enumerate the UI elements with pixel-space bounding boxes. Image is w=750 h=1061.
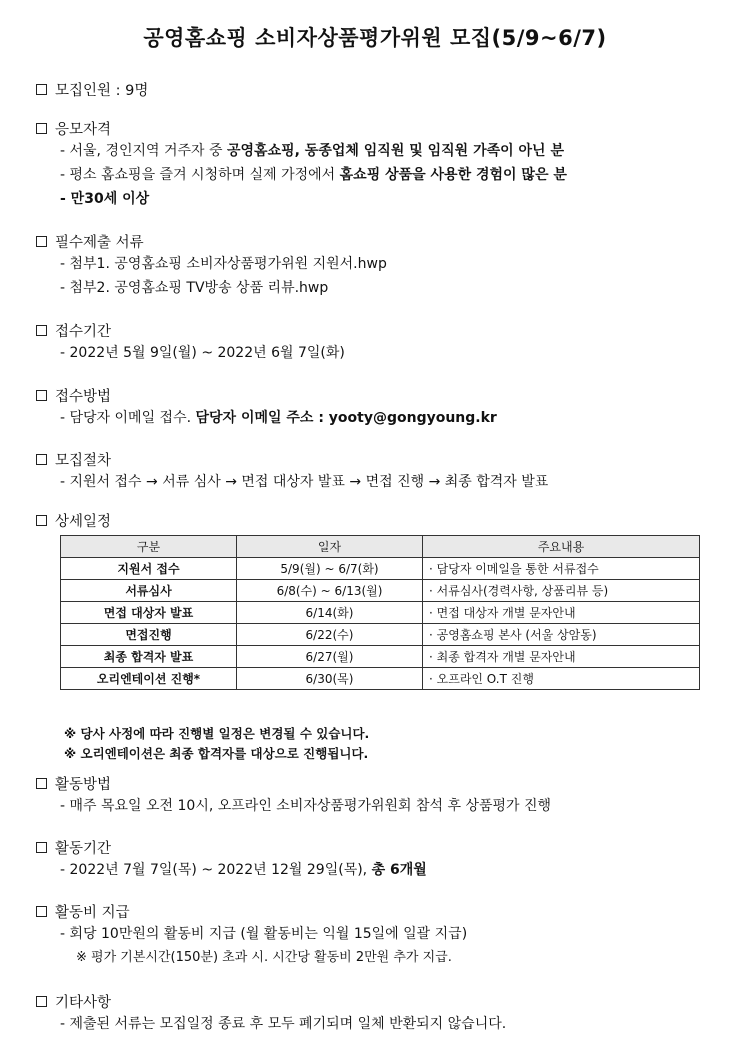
table-header-row [61, 536, 700, 558]
etc-line: - 제출된 서류는 모집일정 종료 후 모두 폐기되며 일체 반환되지 않습니다. [60, 1016, 507, 1032]
method-line [36, 406, 497, 430]
checkbox-square-icon [36, 390, 47, 401]
table-cell: 최종 합격자 발표 [61, 646, 237, 668]
section-recruit [36, 78, 148, 100]
section-qualification [36, 117, 567, 211]
page-title: 공영홈쇼핑 소비자상품평가위원 모집(5/9~6/7) [143, 26, 607, 50]
column-header: 주요내용 [423, 536, 700, 558]
table-cell: 5/9(월) ~ 6/7(화) [237, 558, 423, 580]
checkbox-square-icon [36, 454, 47, 465]
qualification-line [36, 139, 567, 163]
checkbox-square-icon [36, 84, 47, 95]
qualification-line [36, 163, 567, 187]
section-heading: 활동기간 [55, 840, 112, 857]
checkbox-square-icon [36, 906, 47, 917]
checkbox-square-icon [36, 842, 47, 853]
table-cell: · 공영홈쇼핑 본사 (서울 상암동) [423, 624, 700, 646]
text-bold: 홈쇼핑 상품을 사용한 경험이 많은 분 [339, 167, 567, 183]
section-documents [36, 230, 387, 300]
checkbox-square-icon [36, 778, 47, 789]
table-cell: · 서류심사(경력사항, 상품리뷰 등) [423, 580, 700, 602]
checkbox-square-icon [36, 996, 47, 1007]
section-schedule [36, 509, 111, 531]
period-line: - 2022년 5월 9일(월) ~ 2022년 6월 7일(화) [60, 345, 345, 361]
section-heading: 접수기간 [55, 323, 112, 340]
section-heading: 상세일정 [55, 513, 112, 530]
text: - 담당자 이메일 접수. [60, 410, 196, 426]
text-bold: 공영홈쇼핑, 동종업체 임직원 및 임직원 가족이 아닌 분 [227, 143, 564, 159]
table-cell: 서류심사 [61, 580, 237, 602]
text: - 서울, 경인지역 거주자 중 [60, 143, 227, 159]
table-cell: 지원서 접수 [61, 558, 237, 580]
procedure-line: - 지원서 접수 → 서류 심사 → 면접 대상자 발표 → 면접 진행 → 최종 합격자 발표 [60, 474, 549, 490]
table-cell: 면접 대상자 발표 [61, 602, 237, 624]
table-cell: · 오프라인 O.T 진행 [423, 668, 700, 690]
column-header: 구분 [61, 536, 237, 558]
text: - 평소 홈쇼핑을 즐겨 시청하며 실제 가정에서 [60, 167, 340, 183]
checkbox-square-icon [36, 123, 47, 134]
section-etc [36, 990, 506, 1036]
section-payment [36, 900, 467, 970]
activity-period-line [36, 858, 427, 882]
payment-note: ※ 평가 기본시간(150분) 초과 시. 시간당 활동비 2만원 추가 지급. [76, 950, 452, 965]
table-row [61, 646, 700, 668]
schedule-notes [64, 724, 369, 764]
section-heading: 모집인원 : 9명 [55, 82, 149, 99]
table-cell: 6/27(월) [237, 646, 423, 668]
section-heading: 응모자격 [55, 121, 112, 138]
activity-line: - 매주 목요일 오전 10시, 오프라인 소비자상품평가위원회 참석 후 상품평가 진행 [60, 798, 552, 814]
section-procedure [36, 448, 548, 494]
checkbox-square-icon [36, 515, 47, 526]
table-cell: 6/22(수) [237, 624, 423, 646]
section-activity [36, 772, 551, 818]
text: - 2022년 7월 7일(목) ~ 2022년 12월 29일(목), [60, 862, 372, 878]
table-cell: 6/30(목) [237, 668, 423, 690]
table-row [61, 624, 700, 646]
section-heading: 모집절차 [55, 452, 112, 469]
table-row [61, 668, 700, 690]
document-line: - 첨부1. 공영홈쇼핑 소비자상품평가위원 지원서.hwp [60, 256, 387, 272]
checkbox-square-icon [36, 325, 47, 336]
section-heading: 활동비 지급 [55, 904, 130, 921]
section-heading: 활동방법 [55, 776, 112, 793]
section-heading: 기타사항 [55, 994, 112, 1011]
table-cell: 오리엔테이션 진행* [61, 668, 237, 690]
section-method [36, 384, 497, 430]
text-bold: - 만30세 이상 [60, 191, 150, 207]
section-heading: 필수제출 서류 [55, 234, 144, 251]
payment-line: - 회당 10만원의 활동비 지급 (월 활동비는 익월 15일에 일괄 지급) [60, 926, 468, 942]
schedule-table [60, 535, 700, 690]
table-cell: 면접진행 [61, 624, 237, 646]
section-heading: 접수방법 [55, 388, 112, 405]
column-header: 일자 [237, 536, 423, 558]
table-cell: · 최종 합격자 개별 문자안내 [423, 646, 700, 668]
email-text: 담당자 이메일 주소 : yooty@gongyoung.kr [195, 410, 497, 426]
checkbox-square-icon [36, 236, 47, 247]
table-cell: 6/8(수) ~ 6/13(월) [237, 580, 423, 602]
section-activity-period [36, 836, 427, 882]
table-cell: · 담당자 이메일을 통한 서류접수 [423, 558, 700, 580]
table-row [61, 580, 700, 602]
table-cell: 6/14(화) [237, 602, 423, 624]
schedule-note: ※ 당사 사정에 따라 진행별 일정은 변경될 수 있습니다. [64, 726, 370, 741]
section-period [36, 319, 345, 365]
document-line: - 첨부2. 공영홈쇼핑 TV방송 상품 리뷰.hwp [60, 280, 329, 296]
table-row [61, 558, 700, 580]
schedule-note: ※ 오리엔테이션은 최종 합격자를 대상으로 진행됩니다. [64, 746, 369, 761]
text-bold: 총 6개월 [371, 862, 427, 878]
qualification-line [36, 187, 567, 211]
table-cell: · 면접 대상자 개별 문자안내 [423, 602, 700, 624]
table-row [61, 602, 700, 624]
